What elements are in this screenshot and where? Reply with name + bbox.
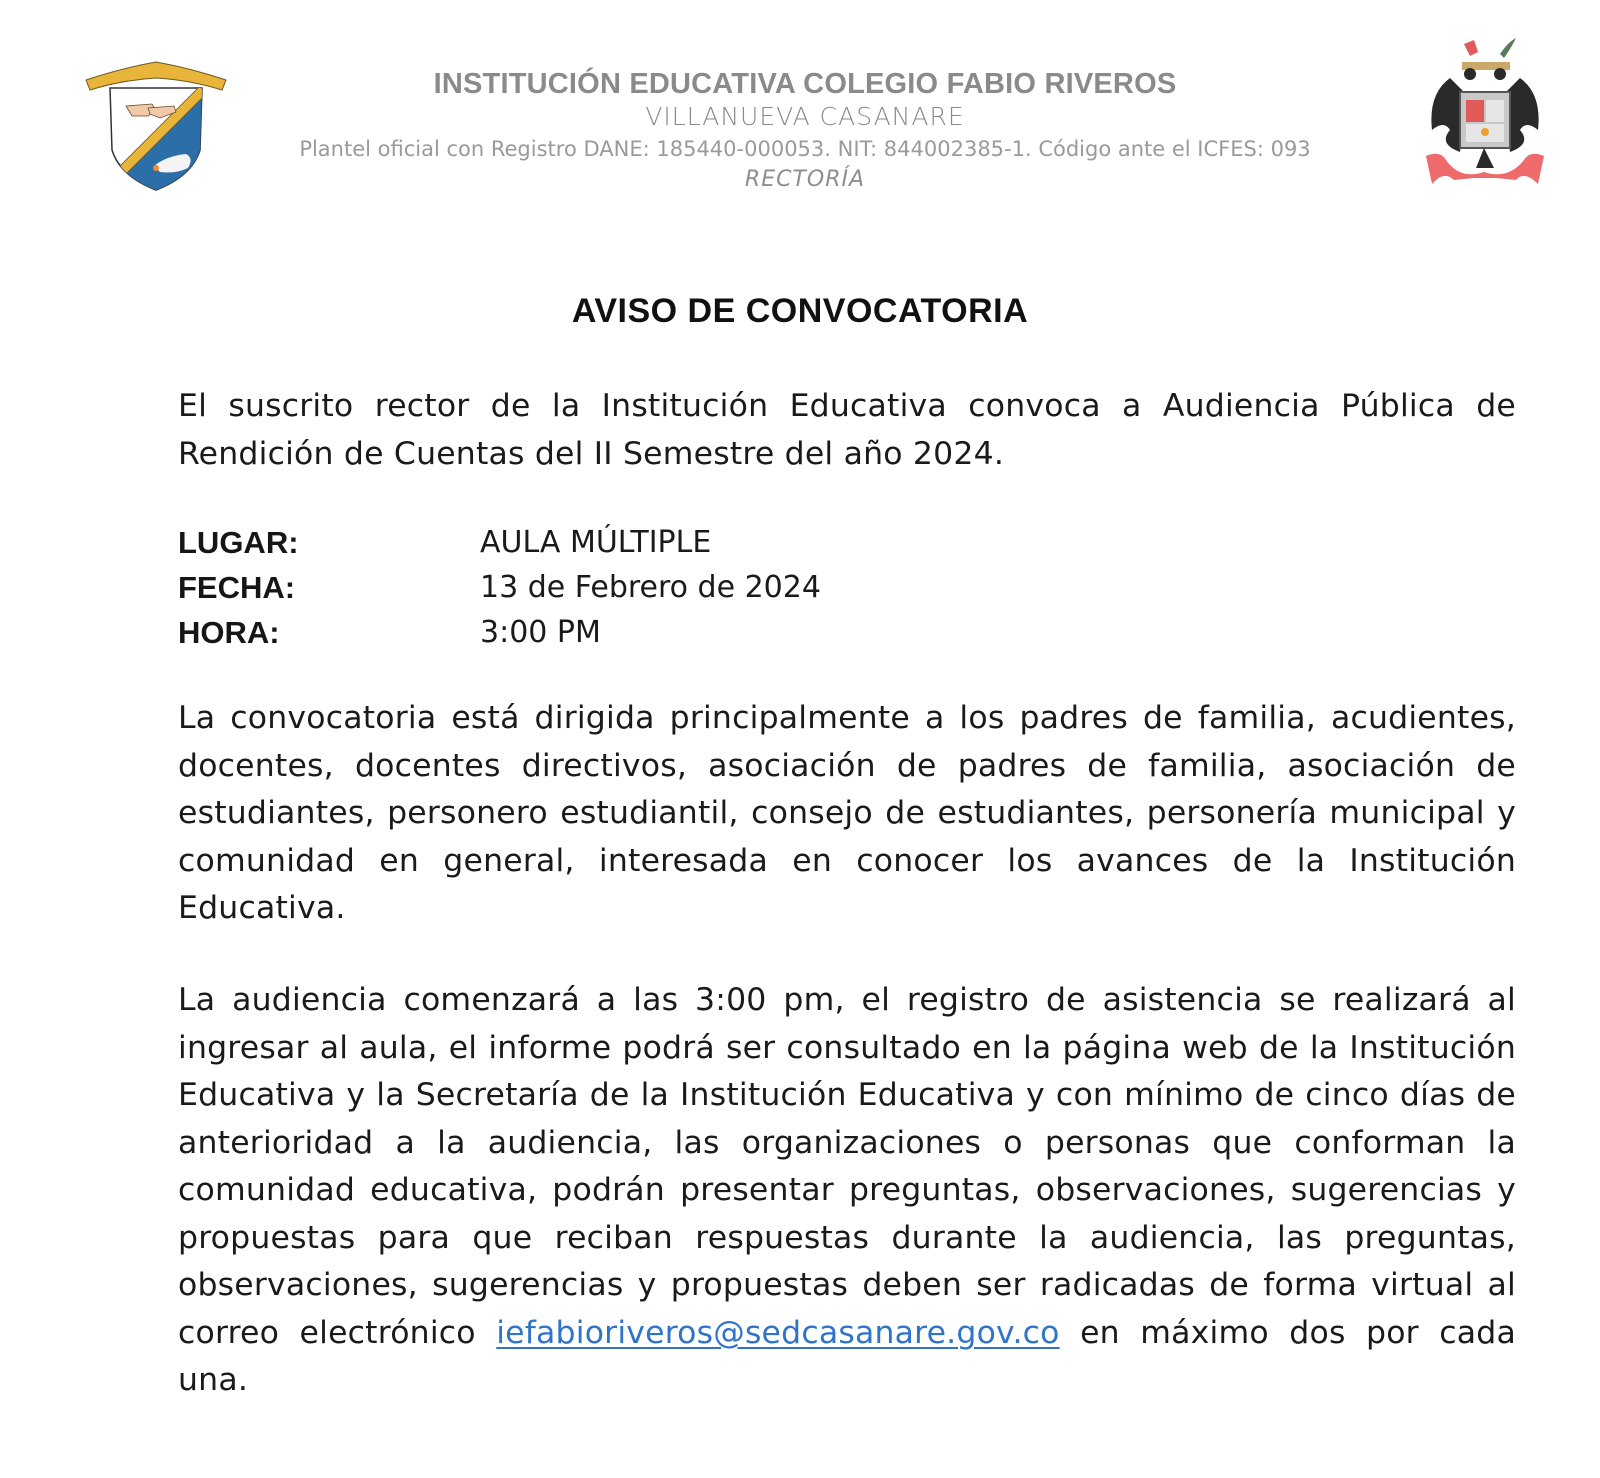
process-text: La audiencia comenzará a las 3:00 pm, el registro de asistencia se realizará al ingresar al aula, el informe podrá ser consultado en la página web de la Institución Educativa y la Secretaría de la Institución Educativa y con mínimo de cinco días de anterioridad a la audiencia, las organizaciones o personas que conforman la comunidad educativa, podrán presentar preguntas, observaciones, sugerencias y propuestas para que reciban respuestas durante la audiencia, las preguntas, observaciones, sugerencias y propuestas deben ser radicadas de forma virtual al correo electrónico [178,982,1516,1351]
intro-paragraph: El suscrito rector de la Institución Educativa convoca a Audiencia Pública de Rendición de Cuentas del II Semestre del año 2024. [178,388,1516,472]
institution-city: VILLANUEVA CASANARE [645,102,965,131]
registration-info: Plantel oficial con Registro DANE: 185440-000053. NIT: 844002385-1. Código ante el ICFES: 093 [299,137,1311,161]
detail-label: FECHA: [178,569,296,605]
detail-row-place [178,520,821,565]
event-details [178,520,821,655]
detail-value: 13 de Febrero de 2024 [480,570,821,605]
institution-name: INSTITUCIÓN EDUCATIVA COLEGIO FABIO RIVEROS [433,68,1177,100]
document-title: AVISO DE CONVOCATORIA [571,292,1029,330]
detail-value: 3:00 PM [480,615,601,650]
detail-value: AULA MÚLTIPLE [480,525,712,560]
school-shield-logo [82,58,230,194]
audience-paragraph: La convocatoria está dirigida principalmente a los padres de familia, acudientes, docentes, docentes directivos, asociación de padres de familia, asociación de estudiantes, personero estudiantil, consejo de estudiantes, personería municipal y comunidad en general, interesada en conocer los avances de la Institución Educativa. [178,700,1516,926]
detail-label: HORA: [178,614,280,650]
detail-row-time [178,610,821,655]
institution-header [220,66,1390,196]
detail-label: LUGAR: [178,524,299,560]
closing-text: en máximo dos por cada una. [178,1314,1517,1398]
process-paragraph [178,977,1516,1405]
coat-of-arms-logo [1420,34,1550,194]
email-link[interactable]: iefabioriveros@sedcasanare.gov.co [496,1314,1060,1351]
office-name: RECTORÍA [744,167,866,192]
detail-row-date [178,565,821,610]
